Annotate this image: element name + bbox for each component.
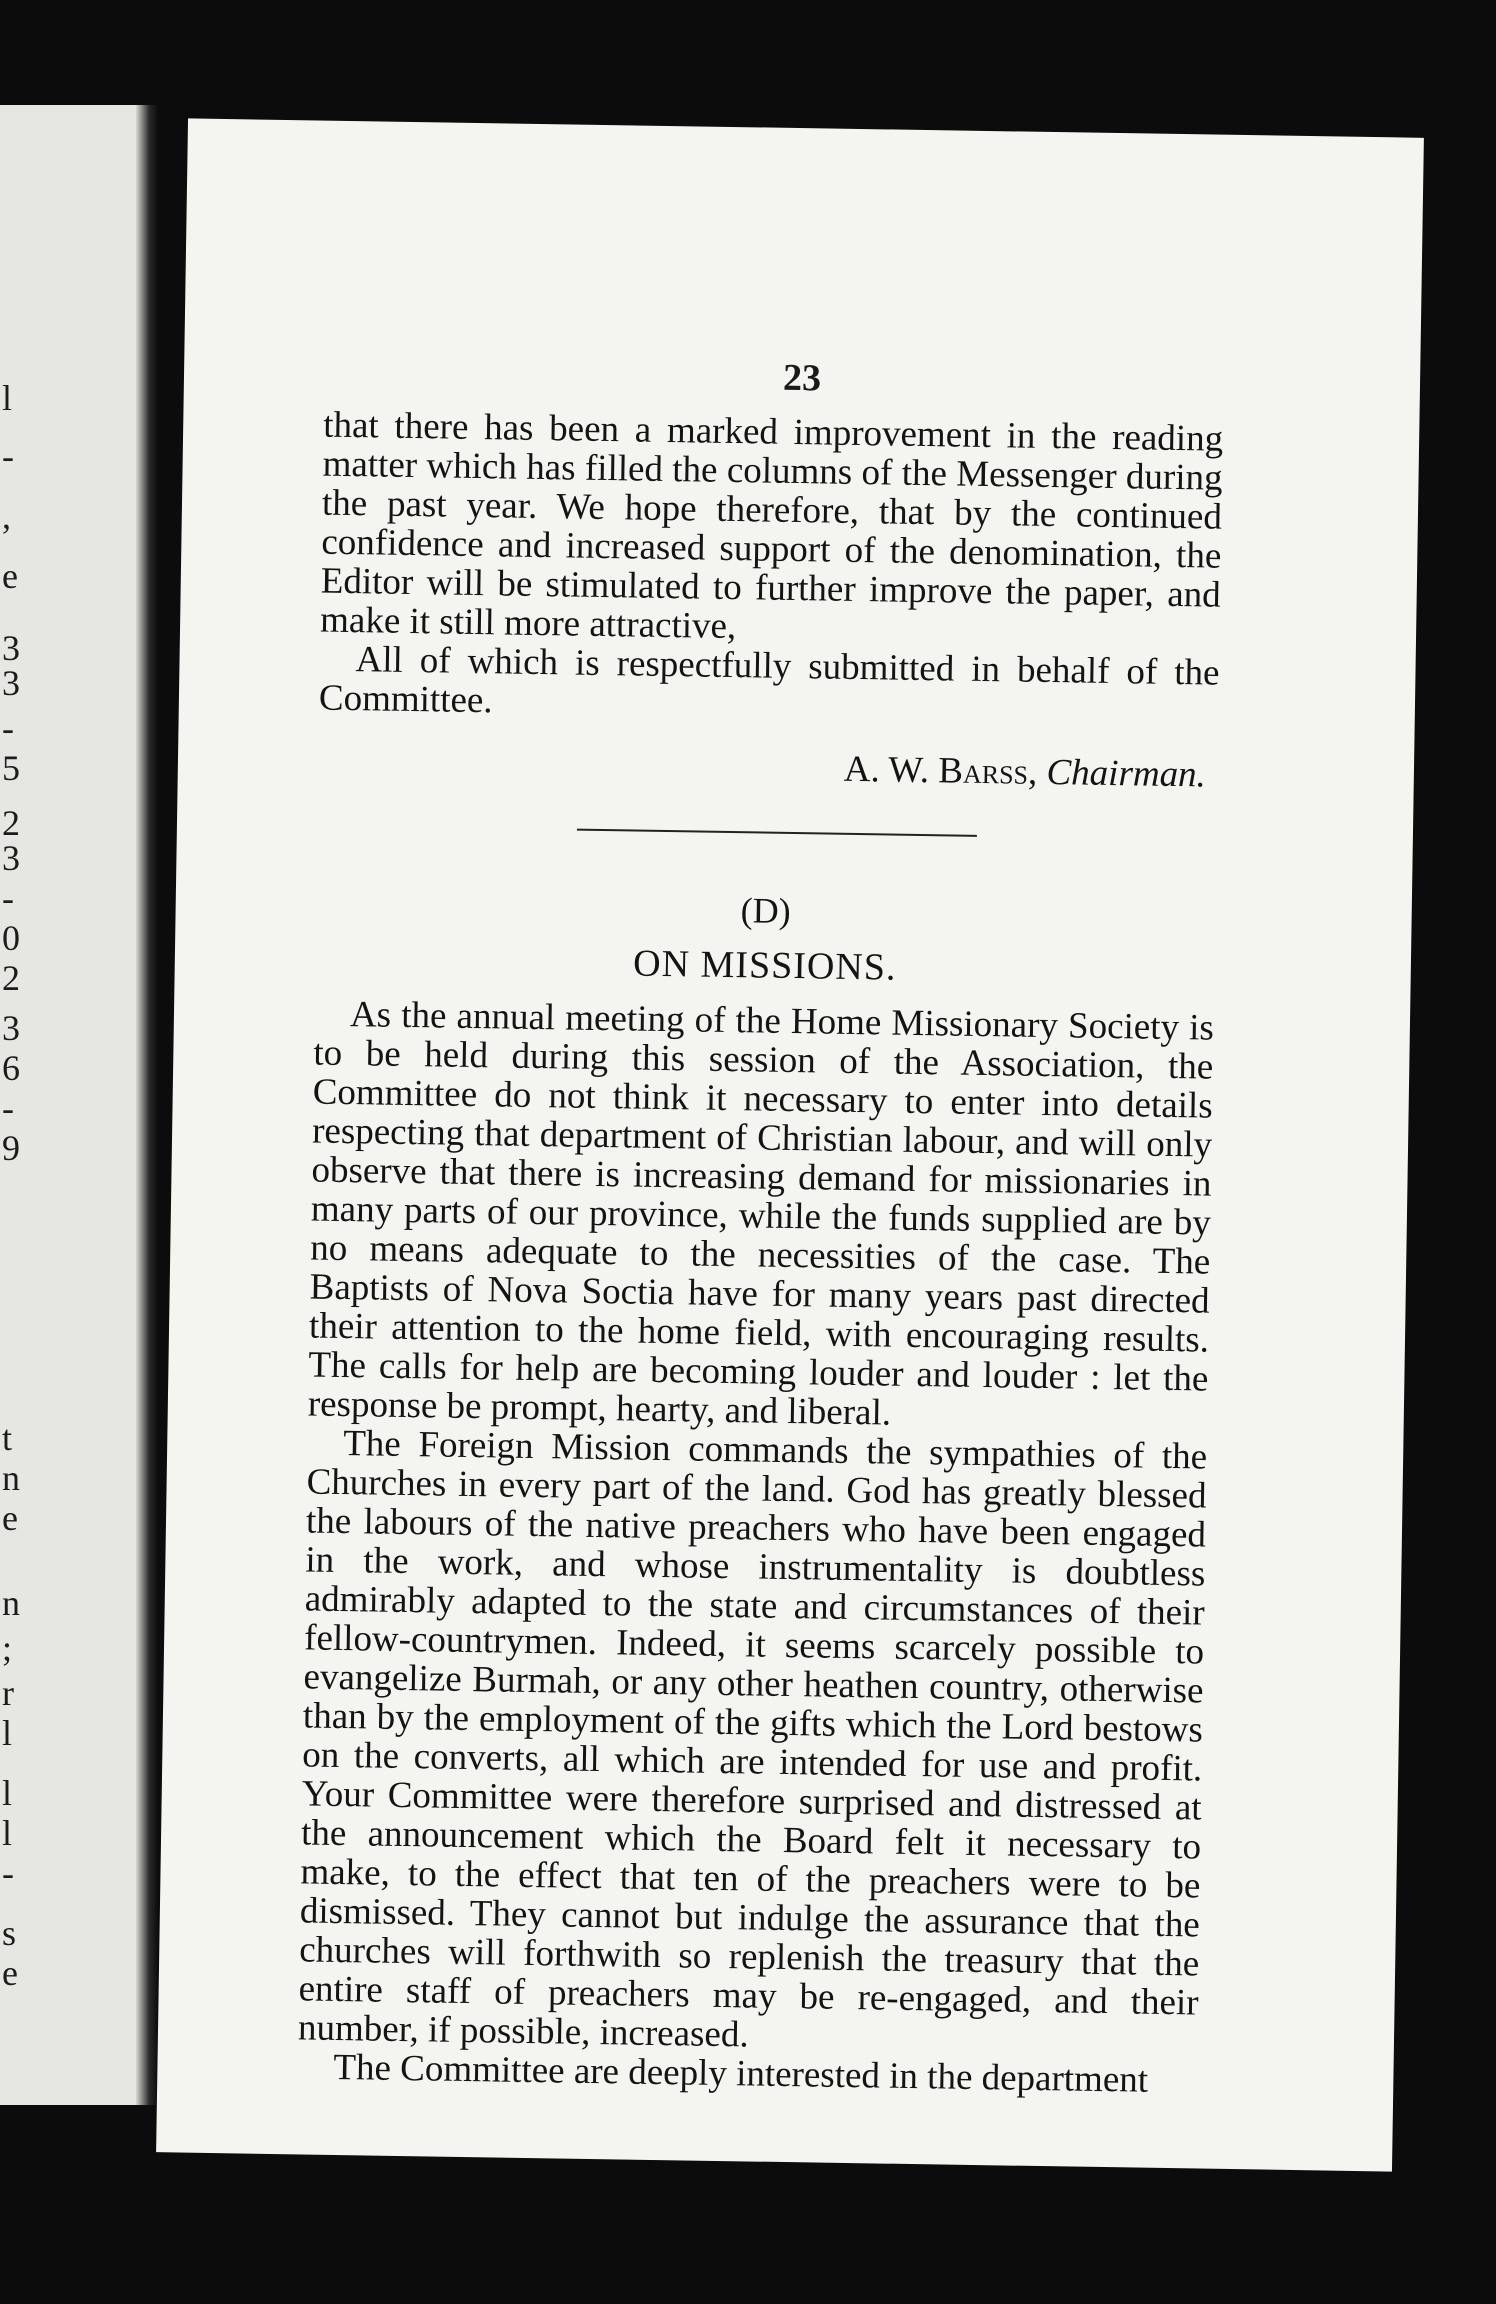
fragment: -: [2, 708, 14, 748]
fragment: 3: [2, 628, 20, 668]
fragment: 9: [2, 1128, 20, 1168]
fragment: t: [2, 1418, 13, 1458]
section-letter: (D): [740, 890, 791, 931]
fragment: -: [2, 1853, 14, 1893]
fragment: 3: [2, 838, 20, 878]
continued-paragraph: that there has been a marked improvement in the reading matter which has filled the columns of the Messenger during the past year. We hope therefore, that by the continued confidence and increased support of the denomination, the Editor will be stimulated to further improve the paper, and make it still more attractive,: [319, 404, 1224, 648]
book-gutter: [136, 105, 158, 2105]
page-body: [297, 406, 1223, 2101]
fragment: ,: [2, 496, 11, 536]
fragment: e: [2, 556, 18, 596]
fragment: n: [2, 1583, 20, 1623]
fragment: 6: [2, 1048, 20, 1088]
fragment: 2: [2, 803, 20, 843]
fragment: l: [2, 378, 13, 418]
previous-page-text-fragments: [0, 380, 30, 2080]
signature: [318, 742, 1207, 795]
fragment: 0: [2, 918, 20, 958]
paragraph-department: The Committee are deeply interested in the department: [333, 2046, 1149, 2101]
section-title: ON MISSIONS.: [632, 942, 897, 989]
fragment: n: [2, 1458, 20, 1498]
paragraph-home-missions: As the annual meeting of the Home Missionary Society is to be held during this session of the Association, the Committee do not think it necessary to enter into details respecting that department of Christian labour, and will only observe that there is increasing demand for missionaries in many parts of our province, while the funds supplied are by no means adequate to the necessities of the case. The Baptists of Nova Soctia have for many years past directed their attention to the home field, with encouraging results. The calls for help are becoming louder and louder : let the response be prompt, hearty, and liberal.: [307, 994, 1215, 1434]
page-number: 23: [782, 356, 822, 400]
book-page: [156, 118, 1424, 2171]
section-divider: [577, 829, 977, 837]
closing-paragraph: All of which is respectfully submitted in behalf of the Committee.: [318, 639, 1220, 722]
fragment: 3: [2, 1008, 20, 1048]
fragment: l: [2, 1713, 13, 1753]
paragraph-foreign-mission: The Foreign Mission commands the sympathies of the Churches in every part of the land. God has greatly blessed the labours of the native preachers who have been engaged in the work, and whose instrumentality is doubtless admirably adapted to the state and circumstances of their fellow-countrymen. Indeed, it seems scarcely possible to evangelize Burmah, or any other heathen country, otherwise than by the employment of the gifts which the Lord bestows on the converts, all which are intended for use and profit. Your Committee were therefore surprised and distressed at the announcement which the Board felt it necessary to make, to the effect that ten of the preachers were to be dismissed. They cannot but indulge the assurance that the churches will forthwith so replenish the treasury that the entire staff of preachers may be re-engaged, and their number, if possible, increased.: [297, 1423, 1208, 2056]
fragment: -: [2, 436, 14, 476]
fragment: 5: [2, 748, 20, 788]
fragment: r: [2, 1673, 14, 1713]
fragment: l: [2, 1813, 13, 1853]
fragment: 2: [2, 958, 20, 998]
fragment: e: [2, 1953, 18, 1993]
fragment: 3: [2, 663, 20, 703]
fragment: s: [2, 1913, 17, 1953]
fragment: ;: [2, 1628, 13, 1668]
fragment: -: [2, 878, 14, 918]
signature-name: A. W. Barss,: [843, 748, 1038, 793]
fragment: -: [2, 1088, 14, 1128]
fragment: l: [2, 1773, 13, 1813]
fragment: e: [2, 1498, 18, 1538]
signature-title: Chairman.: [1046, 751, 1207, 796]
